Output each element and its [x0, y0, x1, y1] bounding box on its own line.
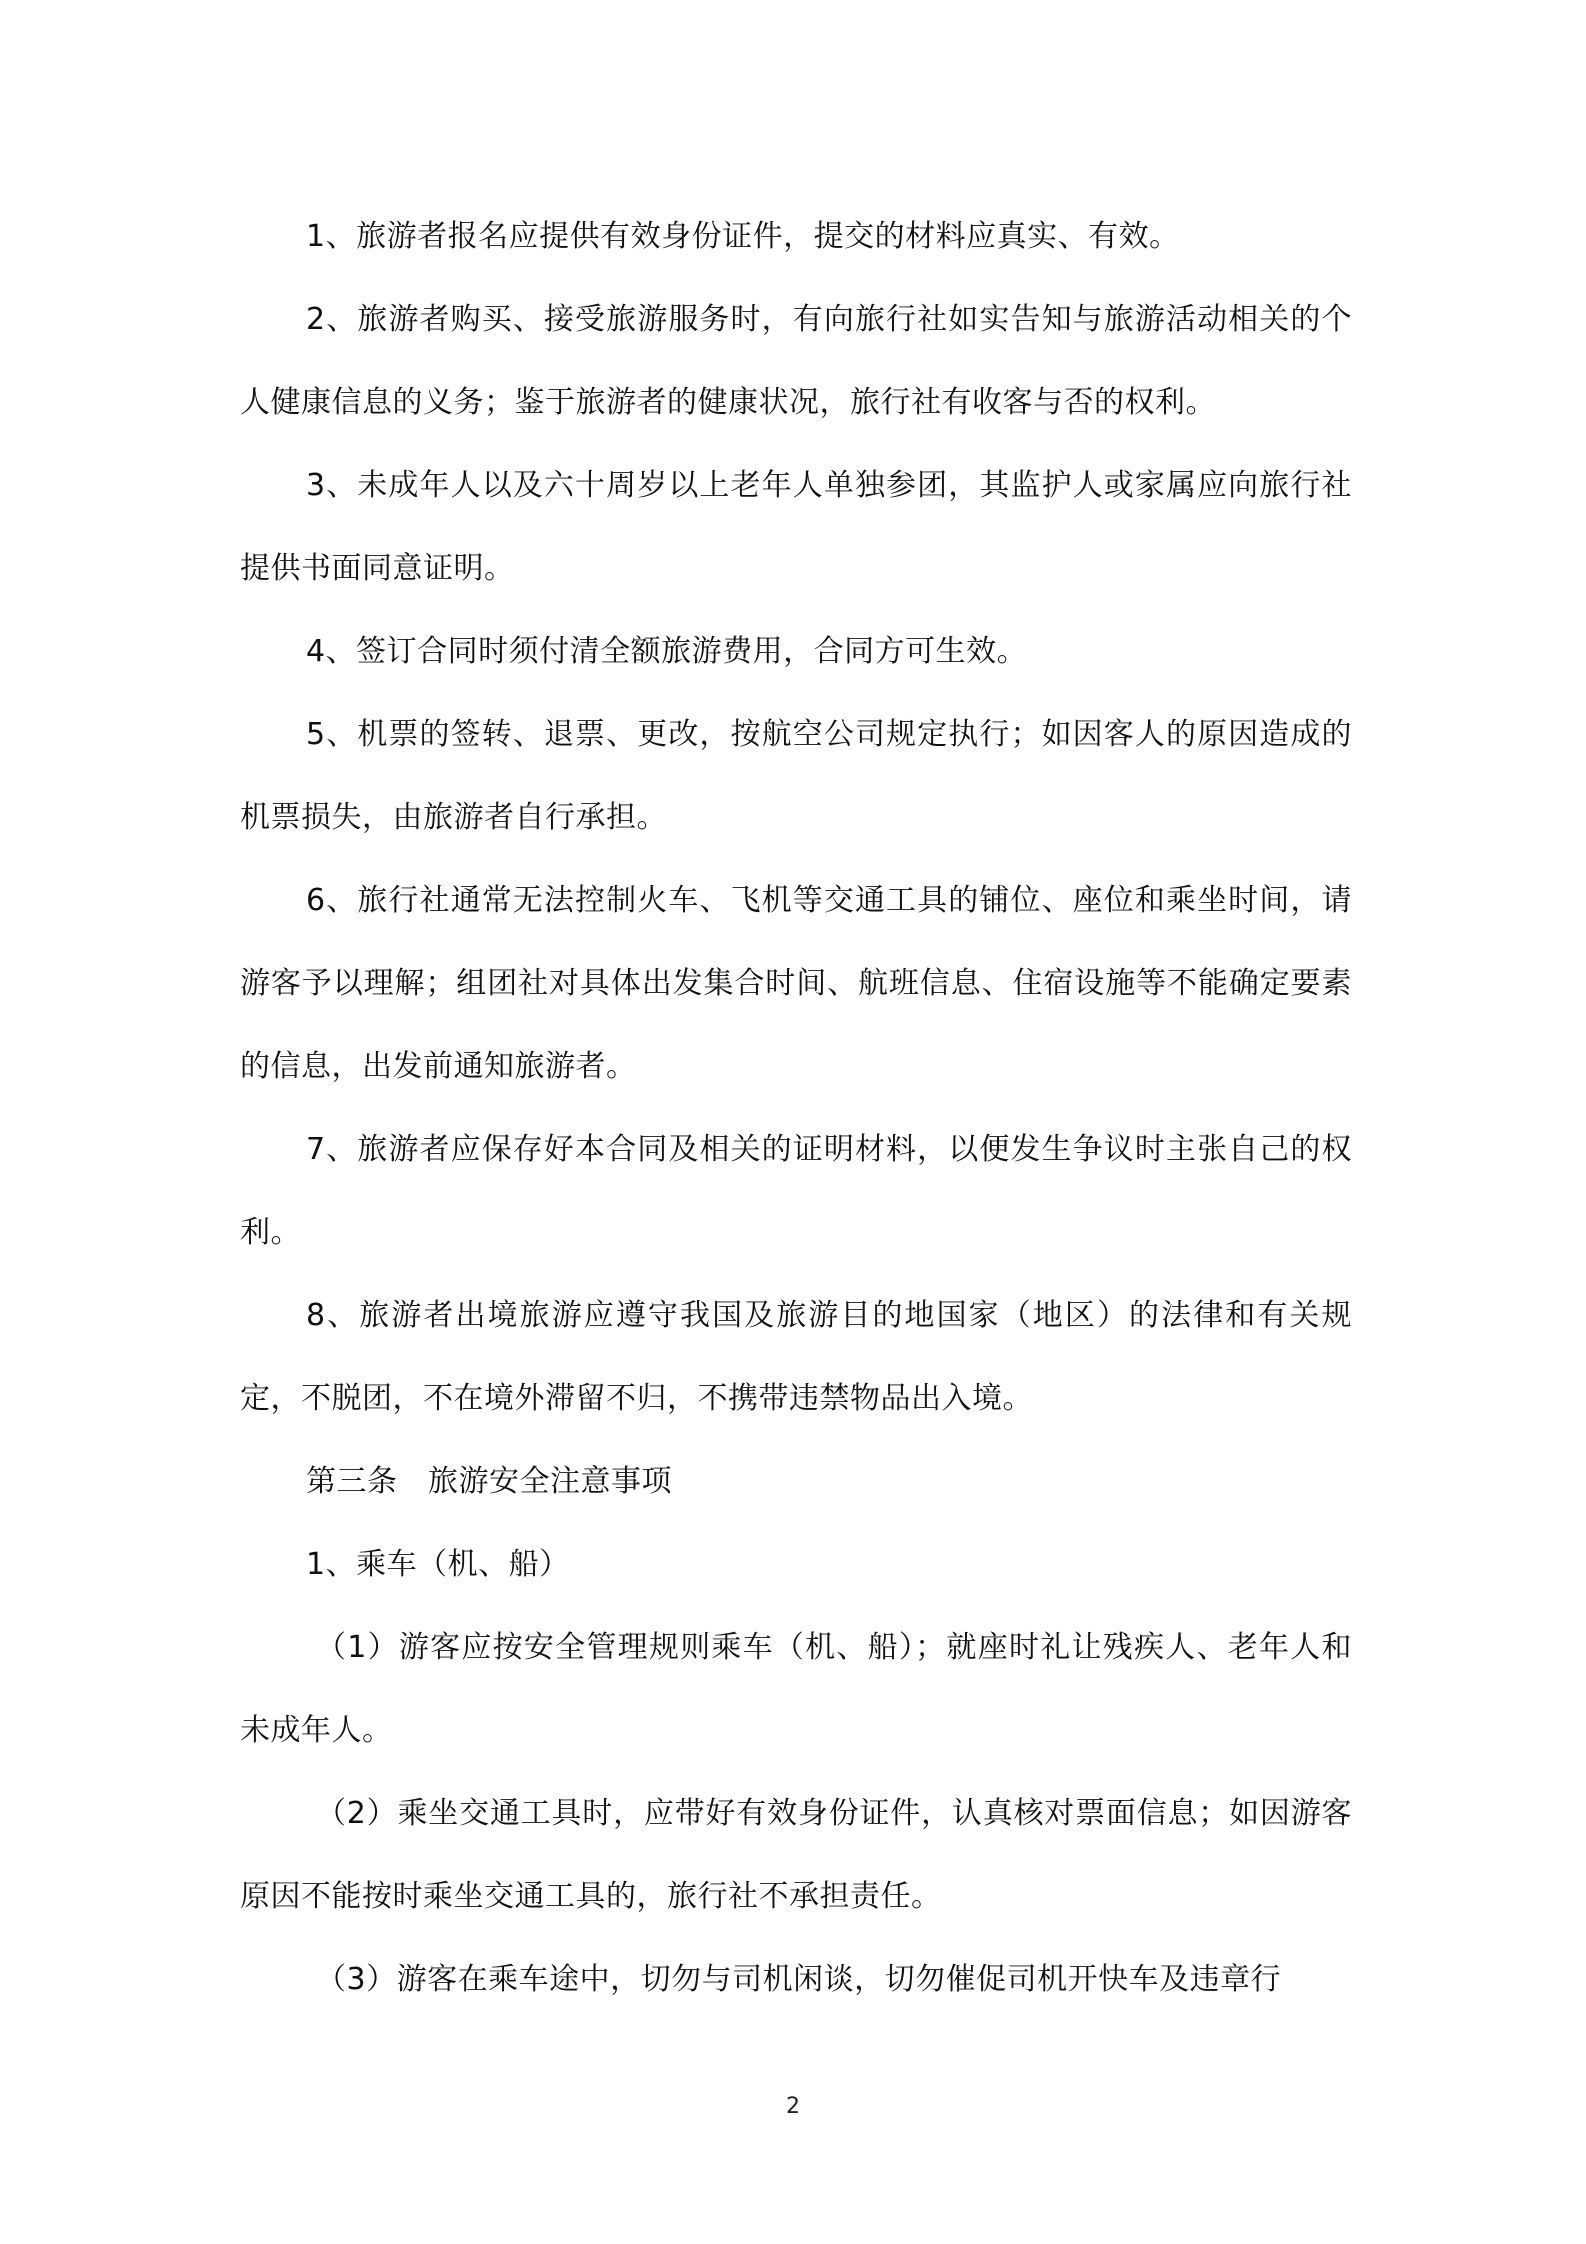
paragraph-7: 7、旅游者应保存好本合同及相关的证明材料，以便发生争议时主张自己的权利。 — [240, 1132, 1352, 1250]
page-number: 2 — [786, 2094, 800, 2119]
paragraph-6: 6、旅行社通常无法控制火车、飞机等交通工具的铺位、座位和乘坐时间，请游客予以理解；组团社对具体出发集合时间、航班信息、住宿设施等不能确定要素的信息，出发前通知旅游者。 — [240, 883, 1352, 1084]
paragraph-2: 2、旅游者购买、接受旅游服务时，有向旅行社如实告知与旅游活动相关的个人健康信息的义务；鉴于旅游者的健康状况，旅行社有收客与否的权利。 — [240, 302, 1352, 420]
paragraph-3: 3、未成年人以及六十周岁以上老年人单独参团，其监护人或家属应向旅行社提供书面同意证明。 — [240, 468, 1352, 586]
paragraph-8: 8、旅游者出境旅游应遵守我国及旅游目的地国家（地区）的法律和有关规定，不脱团，不在境外滞留不归，不携带违禁物品出入境。 — [240, 1298, 1352, 1416]
sub-item-1: （1）游客应按安全管理规则乘车（机、船）；就座时礼让残疾人、老年人和未成年人。 — [240, 1630, 1352, 1748]
subsection-heading: 1、乘车（机、船） — [306, 1547, 570, 1582]
sub-item-3: （3）游客在乘车途中，切勿与司机闲谈，切勿催促司机开快车及违章行 — [316, 1962, 1282, 1997]
paragraph-1: 1、旅游者报名应提供有效身份证件，提交的材料应真实、有效。 — [306, 219, 1180, 254]
document-body — [240, 195, 1352, 2021]
paragraph-5: 5、机票的签转、退票、更改，按航空公司规定执行；如因客人的原因造成的机票损失，由旅游者自行承担。 — [240, 717, 1352, 835]
paragraph-4: 4、签订合同时须付清全额旅游费用，合同方可生效。 — [306, 634, 1028, 669]
sub-item-2: （2）乘坐交通工具时，应带好有效身份证件，认真核对票面信息；如因游客原因不能按时乘坐交通工具的，旅行社不承担责任。 — [240, 1796, 1352, 1914]
section-heading: 第三条 旅游安全注意事项 — [306, 1464, 672, 1499]
